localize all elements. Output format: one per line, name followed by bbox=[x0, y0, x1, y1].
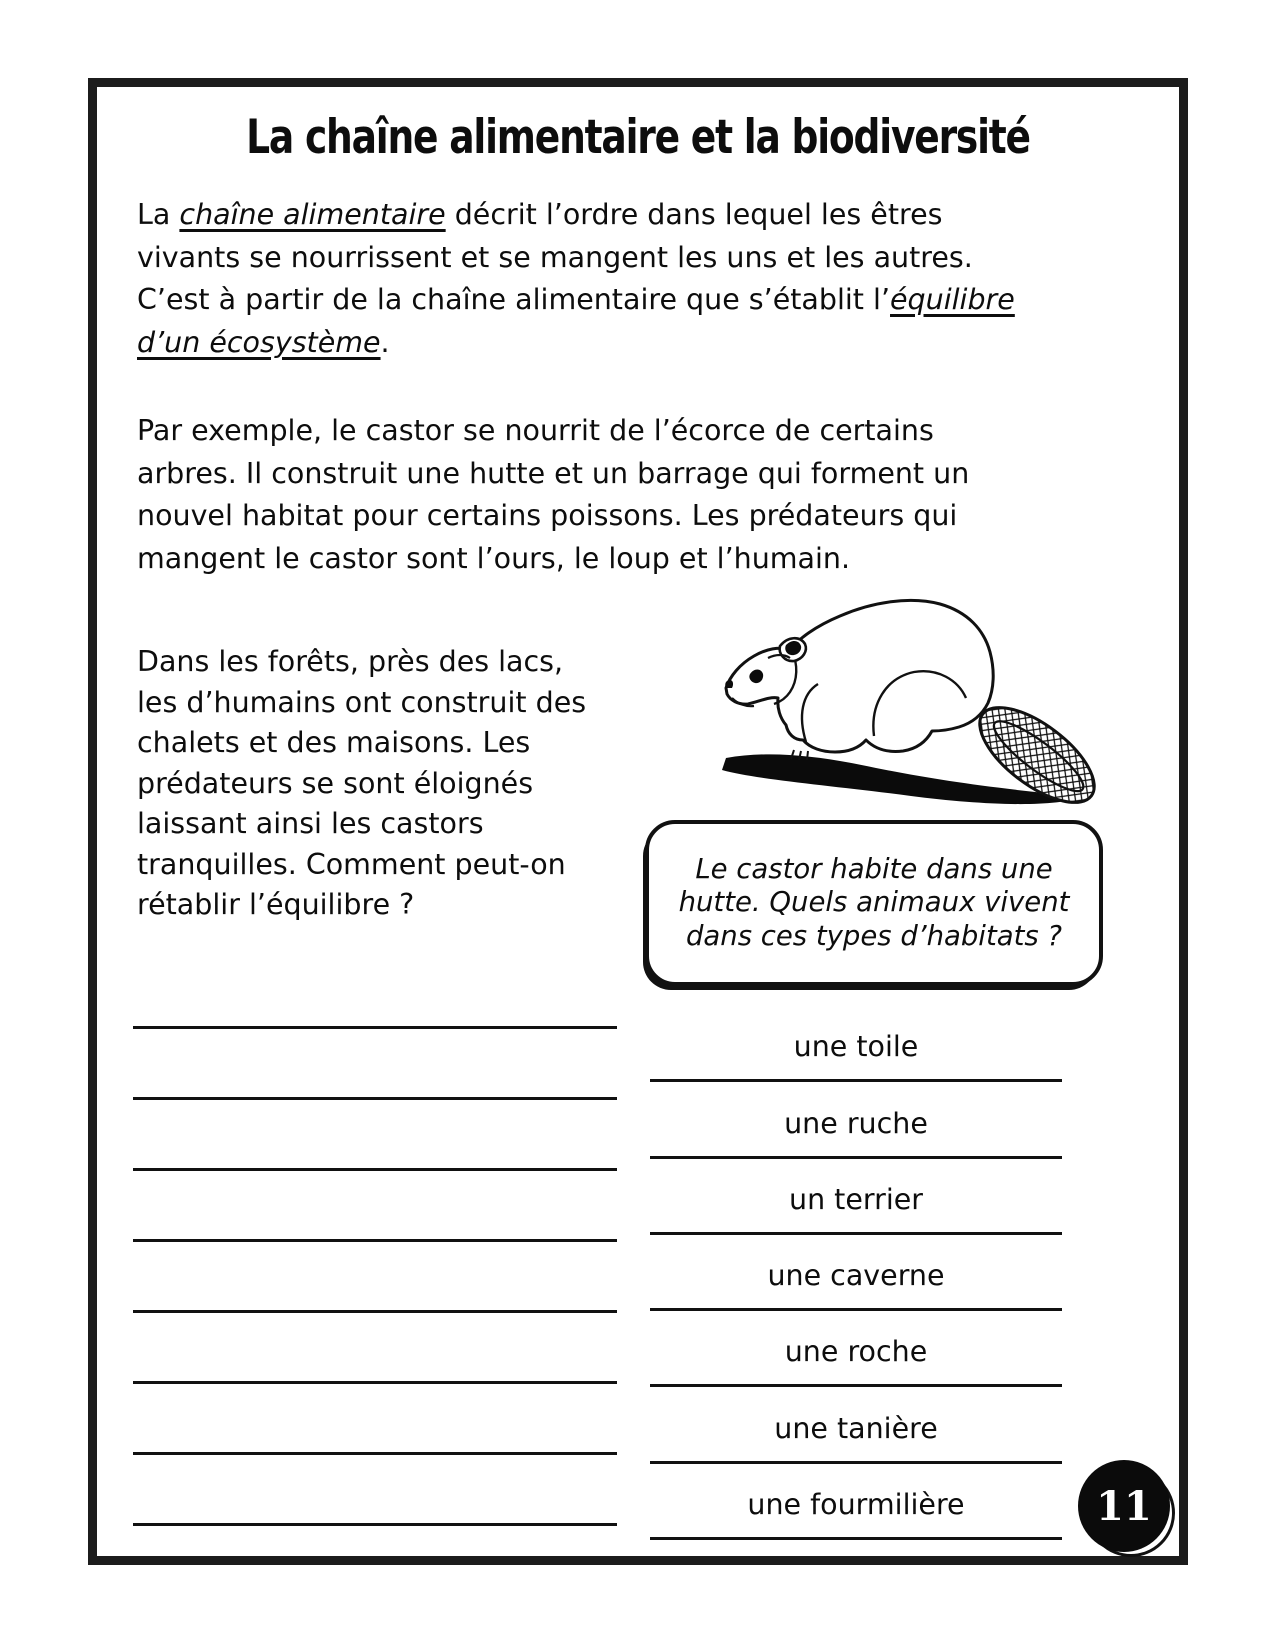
answer-blank-line bbox=[133, 1455, 617, 1526]
example-paragraph bbox=[137, 410, 1147, 580]
habitat-row bbox=[650, 1464, 1062, 1540]
text-line: vivants se nourrissent et se mangent les uns et les autres. bbox=[137, 240, 973, 274]
answer-blank-line bbox=[133, 1171, 617, 1242]
text-line: mangent le castor sont l’ours, le loup et l’humain. bbox=[137, 541, 851, 575]
bubble-text-line: hutte. Quels animaux vivent bbox=[678, 886, 1070, 919]
text-line: La chaîne alimentaire décrit l’ordre dans lequel les êtres bbox=[137, 198, 943, 231]
habitat-row bbox=[650, 1235, 1062, 1311]
answer-blank-line bbox=[133, 1384, 617, 1455]
habitat-word: une toile bbox=[793, 1030, 919, 1064]
page-title: La chaîne alimentaire et la biodiversité bbox=[246, 110, 1030, 165]
habitat-word-list bbox=[650, 1006, 1062, 1540]
text-line: tranquilles. Comment peut-on bbox=[137, 847, 566, 881]
answer-blank-line bbox=[133, 1242, 617, 1313]
answer-lines bbox=[133, 958, 617, 1526]
habitat-word: une fourmilière bbox=[747, 1488, 965, 1522]
habitat-word: une roche bbox=[784, 1335, 928, 1369]
habitat-row bbox=[650, 1387, 1062, 1463]
forest-paragraph bbox=[137, 642, 642, 926]
bubble-text-line: Le castor habite dans une bbox=[695, 852, 1053, 885]
page-number: 11 bbox=[1078, 1460, 1170, 1552]
text-line: arbres. Il construit une hutte et un barrage qui forment un bbox=[137, 456, 970, 490]
habitat-word: une caverne bbox=[767, 1259, 945, 1293]
text-line: nouvel habitat pour certains poissons. Les prédateurs qui bbox=[137, 499, 958, 532]
answer-blank-line bbox=[133, 958, 617, 1029]
page-number-badge bbox=[1078, 1460, 1178, 1560]
answer-blank-line bbox=[133, 1100, 617, 1171]
intro-paragraph bbox=[137, 194, 1147, 364]
speech-bubble bbox=[645, 820, 1103, 986]
text-line: rétablir l’équilibre ? bbox=[137, 888, 415, 921]
text-line: Dans les forêts, près des lacs, bbox=[137, 645, 564, 678]
text-line: C’est à partir de la chaîne alimentaire que s’établit l’équilibre bbox=[137, 283, 1015, 316]
beaver-body bbox=[726, 600, 993, 752]
bubble-text-line: dans ces types d’habitats ? bbox=[685, 919, 1063, 952]
answer-blank-line bbox=[133, 1313, 617, 1384]
beaver-nose bbox=[725, 680, 733, 688]
habitat-row bbox=[650, 1159, 1062, 1235]
habitat-word: une ruche bbox=[784, 1106, 928, 1140]
text-line: Par exemple, le castor se nourrit de l’écorce de certains bbox=[137, 414, 934, 447]
habitat-row bbox=[650, 1006, 1062, 1082]
text-line: prédateurs se sont éloignés bbox=[137, 766, 534, 800]
text-line: laissant ainsi les castors bbox=[137, 807, 484, 840]
habitat-row bbox=[650, 1082, 1062, 1158]
habitat-row bbox=[650, 1311, 1062, 1387]
text-line: chalets et des maisons. Les bbox=[137, 726, 531, 759]
habitat-word: un terrier bbox=[789, 1182, 923, 1216]
text-line: les d’humains ont construit des bbox=[137, 685, 587, 719]
text-line: d’un écosystème. bbox=[137, 325, 390, 359]
habitat-word: une tanière bbox=[774, 1411, 938, 1445]
answer-blank-line bbox=[133, 1029, 617, 1100]
beaver-illustration bbox=[686, 584, 1098, 810]
